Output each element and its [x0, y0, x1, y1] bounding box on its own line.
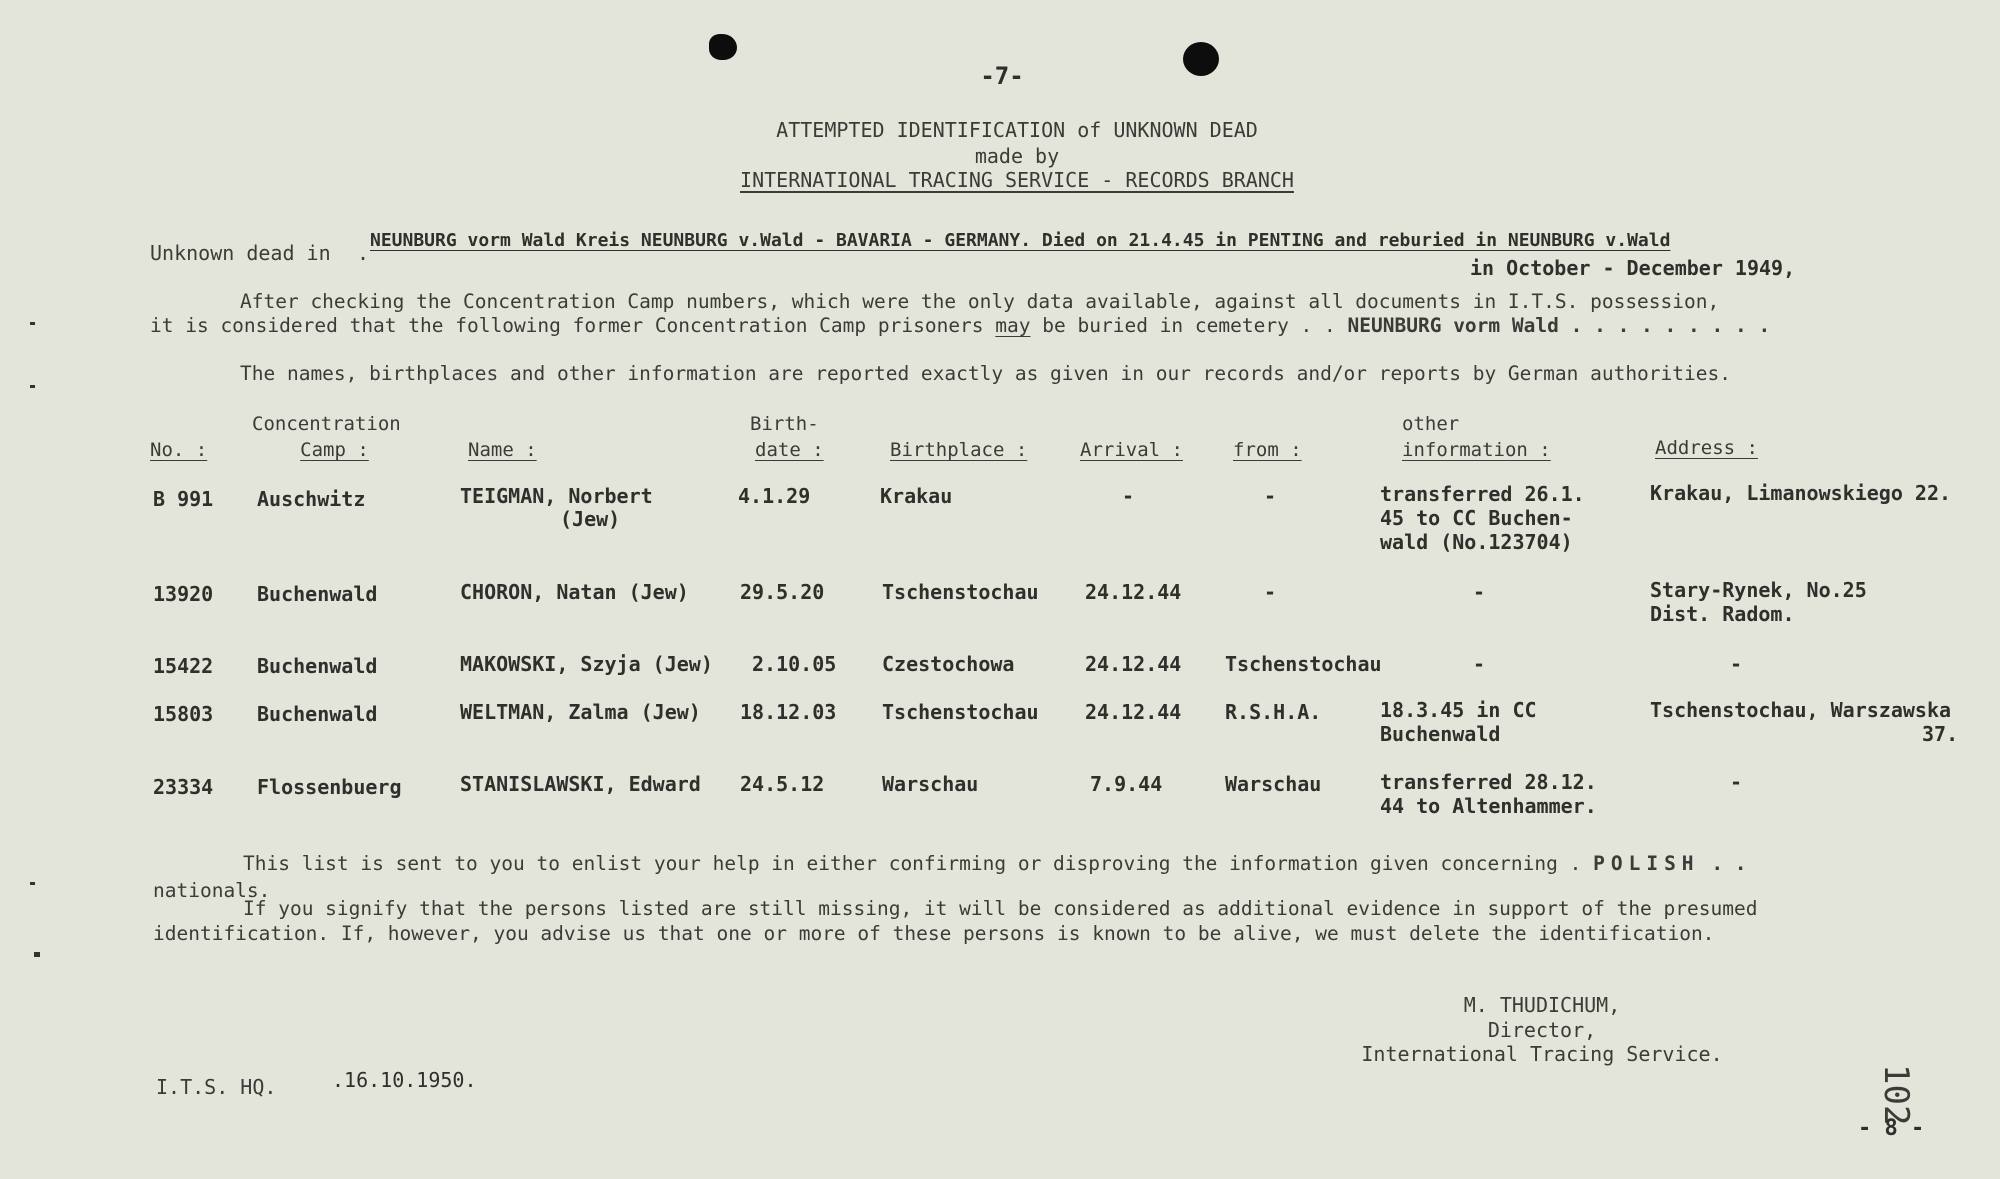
row-4-camp: Buchenwald: [257, 702, 378, 726]
closing-line-4: identification. If, however, you advise us that one or more of these persons is known to be alive, we must delete the identification.: [153, 922, 1715, 945]
row-1-other-3: wald (No.123704): [1380, 530, 1573, 554]
row-3-birthplace: Czestochowa: [882, 652, 1015, 676]
row-1-birthplace: Krakau: [880, 484, 953, 508]
row-5-name: STANISLAWSKI, Edward: [460, 772, 701, 796]
hq-date: .16.10.1950.: [332, 1068, 477, 1092]
header-arrival: Arrival :: [1080, 439, 1183, 461]
header-no: No. :: [150, 439, 208, 461]
row-2-address-1: Stary-Rynek, No.25: [1650, 578, 1867, 602]
row-4-birthdate: 18.12.03: [740, 700, 837, 724]
ink-blot-left: [709, 34, 737, 60]
row-1-other-1: transferred 26.1.: [1380, 482, 1585, 506]
header-birthplace: Birthplace :: [890, 439, 1028, 461]
header-from: from :: [1233, 439, 1302, 461]
heading-line-2: made by: [974, 144, 1060, 168]
closing-line-3: If you signify that the persons listed are still missing, it will be considered as additional evidence in support of the presumed: [243, 897, 1758, 920]
row-2-arrival: 24.12.44: [1085, 580, 1182, 604]
row-2-no: 13920: [153, 582, 214, 606]
intro-line-3: The names, birthplaces and other information are reported exactly as given in our records and/or reports by German authorities.: [240, 362, 1731, 385]
row-3-name: MAKOWSKI, Szyja (Jew): [460, 652, 713, 676]
row-5-from: Warschau: [1225, 772, 1322, 796]
row-1-from: -: [1264, 484, 1277, 508]
page-number: -7-: [980, 62, 1024, 90]
row-4-birthplace: Tschenstochau: [882, 700, 1039, 724]
row-4-address-1: Tschenstochau, Warszawska: [1650, 698, 1952, 722]
heading-line-3: INTERNATIONAL TRACING SERVICE - RECORDS BRANCH: [740, 168, 1294, 192]
row-5-camp: Flossenbuerg: [257, 775, 402, 799]
header-address: Address :: [1655, 437, 1758, 459]
signature-name: M. THUDICHUM,: [1463, 993, 1621, 1017]
row-5-other-1: transferred 28.12.: [1380, 770, 1597, 794]
row-5-other-2: 44 to Altenhammer.: [1380, 794, 1597, 818]
row-5-no: 23334: [153, 775, 214, 799]
cemetery-place: NEUNBURG vorm Wald: [1347, 314, 1559, 337]
unknown-dead-dot: .: [357, 241, 370, 265]
row-4-other-2: Buchenwald: [1380, 722, 1501, 746]
row-3-arrival: 24.12.44: [1085, 652, 1182, 676]
unknown-dead-label: Unknown dead in: [150, 241, 331, 265]
margin-mark: [30, 882, 35, 885]
intro-line-1: After checking the Concentration Camp numbers, which were the only data available, against all documents in I.T.S. possession,: [240, 290, 1720, 313]
margin-mark: [30, 385, 35, 388]
row-3-camp: Buchenwald: [257, 654, 378, 678]
signature-org: International Tracing Service.: [1361, 1042, 1723, 1066]
closing-line-2: nationals.: [153, 879, 271, 902]
row-4-from: R.S.H.A.: [1225, 700, 1322, 724]
next-page-number: - 8 -: [1858, 1116, 1925, 1141]
intro-line-2-mid: be buried in cemetery . .: [1042, 314, 1336, 337]
margin-mark: [30, 322, 35, 325]
intro-line-2: [150, 314, 1770, 337]
header-other-2: information :: [1402, 439, 1551, 461]
intro-dots: . . . . . . . . .: [1570, 314, 1771, 337]
intro-may: may: [995, 314, 1031, 337]
closing-line-1: [243, 852, 1747, 875]
row-2-other-1: -: [1473, 580, 1486, 604]
row-1-arrival: -: [1122, 484, 1135, 508]
row-2-camp: Buchenwald: [257, 582, 378, 606]
row-4-no: 15803: [153, 702, 214, 726]
header-birthdate-1: Birth-: [750, 413, 819, 435]
row-3-no: 15422: [153, 654, 214, 678]
closing-line-1-suffix: . .: [1711, 852, 1747, 875]
header-name: Name :: [468, 439, 537, 461]
row-5-address-1: -: [1730, 770, 1743, 794]
header-camp-1: Concentration: [252, 413, 401, 435]
row-5-arrival: 7.9.44: [1090, 772, 1163, 796]
row-2-birthdate: 29.5.20: [740, 580, 825, 604]
margin-mark: [34, 952, 40, 957]
row-1-name-2: (Jew): [560, 507, 621, 531]
row-4-other-1: 18.3.45 in CC: [1380, 698, 1537, 722]
signature-title: Director,: [1487, 1018, 1597, 1042]
row-2-birthplace: Tschenstochau: [882, 580, 1039, 604]
heading-line-1: ATTEMPTED IDENTIFICATION of UNKNOWN DEAD: [776, 118, 1258, 142]
nationality: POLISH: [1593, 852, 1700, 875]
row-1-address-1: Krakau, Limanowskiego 22.: [1650, 481, 1952, 505]
row-1-camp: Auschwitz: [257, 487, 366, 511]
punch-hole-right: [1183, 42, 1219, 76]
unknown-dead-location: NEUNBURG vorm Wald Kreis NEUNBURG v.Wald - BAVARIA - GERMANY. Died on 21.4.45 in PENTING and reburied in NEUNBURG v.Wald: [370, 230, 1671, 251]
archive-stamp-number: 102: [1876, 1064, 1916, 1126]
row-3-address-1: -: [1730, 652, 1743, 676]
unknown-dead-dates: in October - December 1949,: [1470, 256, 1796, 280]
row-4-arrival: 24.12.44: [1085, 700, 1182, 724]
header-birthdate-2: date :: [755, 439, 824, 461]
hq-label: I.T.S. HQ.: [156, 1075, 277, 1099]
closing-line-1-prefix: This list is sent to you to enlist your help in either confirming or disproving the information given concerning .: [243, 852, 1582, 875]
row-5-birthplace: Warschau: [882, 772, 979, 796]
intro-line-2-prefix: it is considered that the following former Concentration Camp prisoners: [150, 314, 984, 337]
row-3-birthdate: 2.10.05: [752, 652, 837, 676]
row-2-address-2: Dist. Radom.: [1650, 602, 1795, 626]
row-2-from: -: [1264, 580, 1277, 604]
row-1-no: B 991: [153, 487, 214, 511]
row-3-other-1: -: [1473, 652, 1486, 676]
row-3-from: Tschenstochau: [1225, 652, 1382, 676]
header-other-1: other: [1402, 413, 1460, 435]
row-1-other-2: 45 to CC Buchen-: [1380, 506, 1573, 530]
row-4-address-2: 37.: [1922, 722, 1959, 746]
row-5-birthdate: 24.5.12: [740, 772, 825, 796]
row-1-birthdate: 4.1.29: [738, 484, 811, 508]
header-camp-2: Camp :: [300, 439, 369, 461]
row-1-name: TEIGMAN, Norbert: [460, 484, 653, 508]
row-4-name: WELTMAN, Zalma (Jew): [460, 700, 701, 724]
row-2-name: CHORON, Natan (Jew): [460, 580, 689, 604]
